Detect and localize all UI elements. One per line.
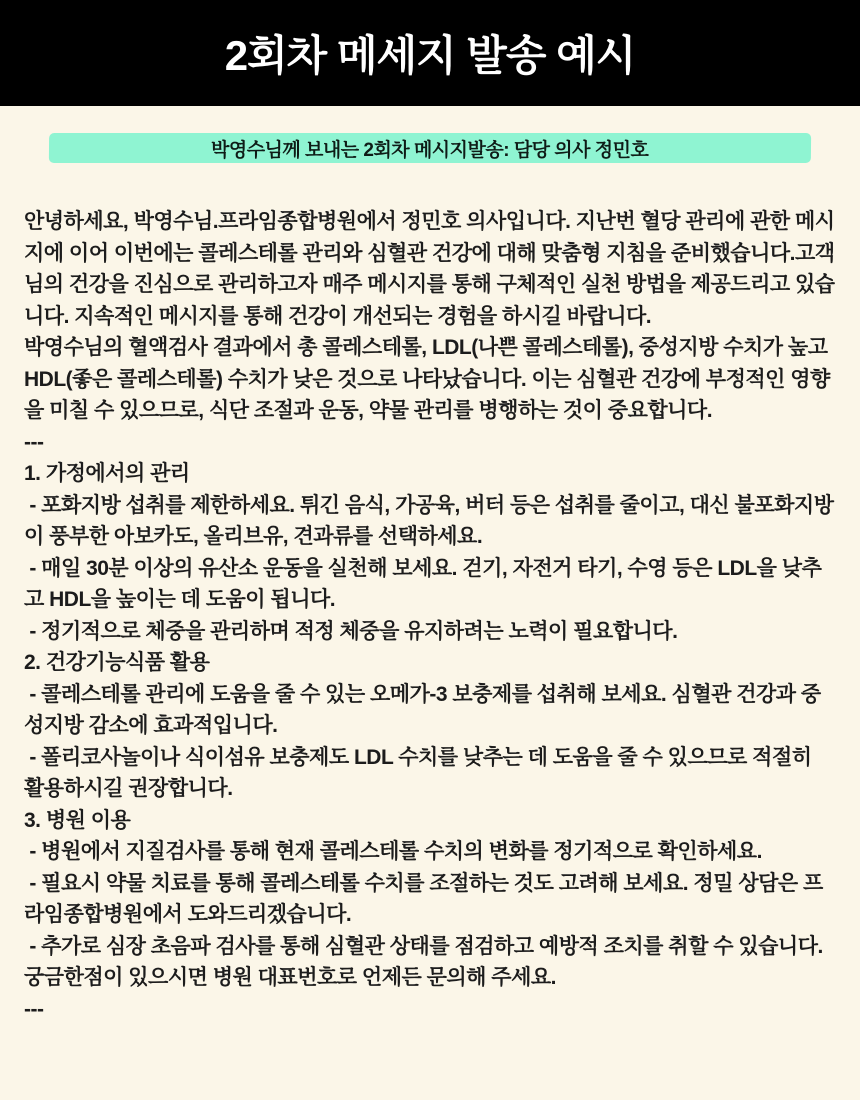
recipient-banner-label: 박영수님께 보내는 2회차 메시지발송: 담당 의사 정민호 — [211, 139, 649, 161]
message-section-heading: 1. 가정에서의 관리 — [24, 462, 190, 485]
header — [0, 0, 860, 106]
message-line: 박영수님의 혈액검사 결과에서 총 콜레스테롤, LDL(나쁜 콜레스테롤), 중성지방 수치가 높고 HDL(좋은 콜레스테롤) 수치가 낮은 것으로 나타났습니다. 이는 심혈관 건강에 부정적인 영향을 미칠 수 있으므로, 식단 조절과 운동, 약물 관리를 병행하는 것이 중요합니다. — [24, 336, 833, 422]
page-title: 2회차 메세지 발송 예시 — [224, 32, 636, 79]
message-bullet: - 폴리코사놀이나 식이섬유 보충제도 LDL 수치를 낮추는 데 도움을 줄 수 있으므로 적절히 활용하시길 권장합니다. — [24, 745, 817, 800]
message-bullet: - 병원에서 지질검사를 통해 현재 콜레스테롤 수치의 변화를 정기적으로 확인하세요. — [24, 840, 762, 863]
message-bullet: - 추가로 심장 초음파 검사를 통해 심혈관 상태를 점검하고 예방적 조치를 취할 수 있습니다.궁금한점이 있으시면 병원 대표번호로 언제든 문의해 주세요. — [24, 934, 823, 989]
message-section-heading: 3. 병원 이용 — [24, 808, 131, 832]
message-separator: --- — [24, 430, 44, 454]
message-body — [0, 163, 860, 1025]
message-bullet: - 매일 30분 이상의 유산소 운동을 실천해 보세요. 걷기, 자전거 타기, 수영 등은 LDL을 낮추고 HDL을 높이는 데 도움이 됩니다. — [24, 556, 822, 611]
message-bullet: - 정기적으로 체중을 관리하며 적정 체중을 유지하려는 노력이 필요합니다. — [24, 619, 678, 643]
message-line: 안녕하세요, 박영수님.프라임종합병원에서 정민호 의사입니다. 지난번 혈당 관리에 관한 메시지에 이어 이번에는 콜레스테롤 관리와 심혈관 건강에 대해 맞춤형 지침을 준비했습니다.고객님의 건강을 진심으로 관리하고자 매주 메시지를 통해 구체적인 실천 방법을 제공드리고 있습니다. 지속적인 메시지를 통해 건강이 개선되는 경험을 하시길 바랍니다. — [24, 210, 835, 328]
message-separator: --- — [24, 997, 44, 1021]
message-bullet: - 콜레스테롤 관리에 도움을 줄 수 있는 오메가-3 보충제를 섭취해 보세요. 심혈관 건강과 중성지방 감소에 효과적입니다. — [24, 682, 821, 737]
message-bullet: - 필요시 약물 치료를 통해 콜레스테롤 수치를 조절하는 것도 고려해 보세요. 정밀 상담은 프라임종합병원에서 도와드리겠습니다. — [24, 871, 823, 926]
message-bullet: - 포화지방 섭취를 제한하세요. 튀긴 음식, 가공육, 버터 등은 섭취를 줄이고, 대신 불포화지방이 풍부한 아보카도, 올리브유, 견과류를 선택하세요. — [24, 493, 834, 548]
message-section-heading: 2. 건강기능식품 활용 — [24, 651, 210, 674]
recipient-banner — [49, 133, 811, 163]
